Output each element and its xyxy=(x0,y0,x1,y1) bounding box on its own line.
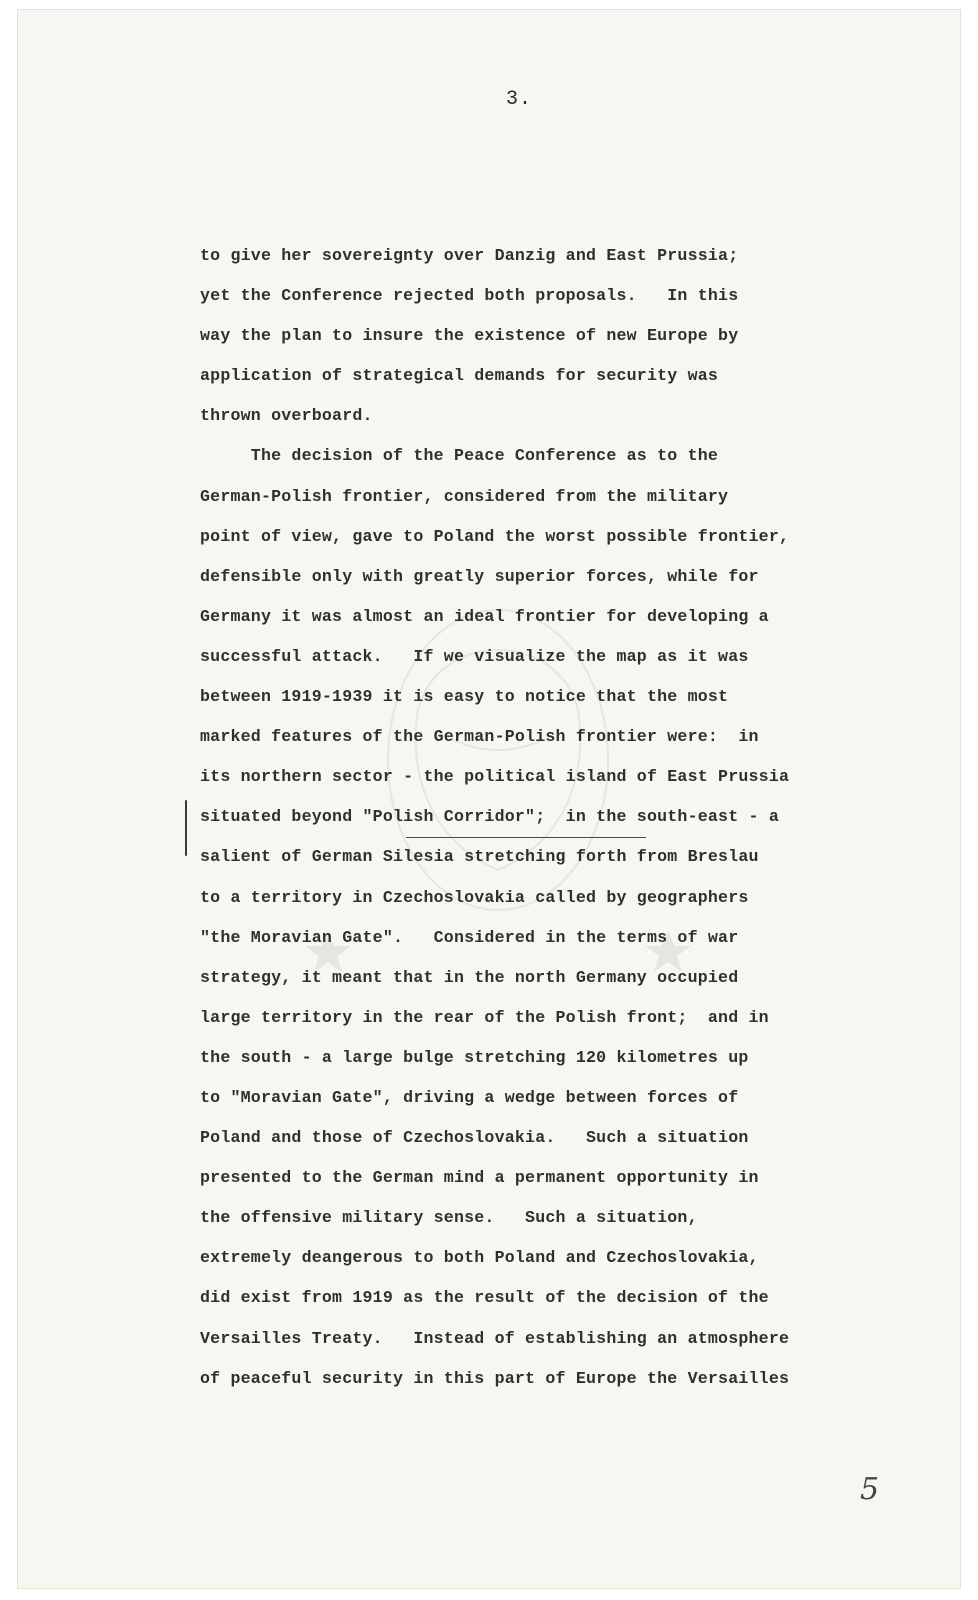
body-line: defensible only with greatly superior forces, while for xyxy=(200,566,759,586)
body-line: large territory in the rear of the Polish front; and in xyxy=(200,1007,769,1027)
body-line: application of strategical demands for security was xyxy=(200,366,719,386)
body-line: presented to the German mind a permanent opportunity in xyxy=(200,1168,759,1188)
body-line: of peaceful security in this part of Europe the Versailles xyxy=(200,1368,790,1388)
body-line: extremely deangerous to both Poland and Czechoslovakia, xyxy=(200,1248,759,1268)
body-line: the south - a large bulge stretching 120 kilometres up xyxy=(200,1047,749,1067)
body-line: German-Polish frontier, considered from the military xyxy=(200,486,729,506)
body-line: way the plan to insure the existence of new Europe by xyxy=(200,326,739,346)
body-line: marked features of the German-Polish frontier were: in xyxy=(200,727,759,747)
body-line: to "Moravian Gate", driving a wedge between forces of xyxy=(200,1087,739,1107)
body-line: Versailles Treaty. Instead of establishing an atmosphere xyxy=(200,1328,790,1348)
body-line: strategy, it meant that in the north Germany occupied xyxy=(200,967,739,987)
handwritten-page-number: 5 xyxy=(860,1472,880,1507)
body-line: to a territory in Czechoslovakia called by geographers xyxy=(200,887,749,907)
body-line: Poland and those of Czechoslovakia. Such a situation xyxy=(200,1128,749,1148)
body-line: yet the Conference rejected both proposals. In this xyxy=(200,286,739,306)
body-line: did exist from 1919 as the result of the decision of the xyxy=(200,1288,769,1308)
margin-pencil-mark xyxy=(185,800,187,856)
body-line: "the Moravian Gate". Considered in the terms of war xyxy=(200,927,739,947)
body-line: point of view, gave to Poland the worst possible frontier, xyxy=(200,526,790,546)
body-line: situated beyond "Polish Corridor"; in the south-east - a xyxy=(200,807,779,827)
typewritten-body xyxy=(200,236,900,1399)
body-line: between 1919-1939 it is easy to notice that the most xyxy=(200,687,729,707)
body-line: salient of German Silesia stretching forth from Breslau xyxy=(200,847,759,867)
body-line: Germany it was almost an ideal frontier for developing a xyxy=(200,606,769,626)
body-line: its northern sector - the political island of East Prussia xyxy=(200,767,790,787)
page-number: 3. xyxy=(506,88,533,111)
body-line: to give her sovereignty over Danzig and East Prussia; xyxy=(200,246,739,265)
body-line: thrown overboard. xyxy=(200,406,373,426)
body-line: The decision of the Peace Conference as to the xyxy=(200,446,719,466)
body-line: successful attack. If we visualize the map as it was xyxy=(200,646,749,666)
body-line: the offensive military sense. Such a situation, xyxy=(200,1208,698,1228)
